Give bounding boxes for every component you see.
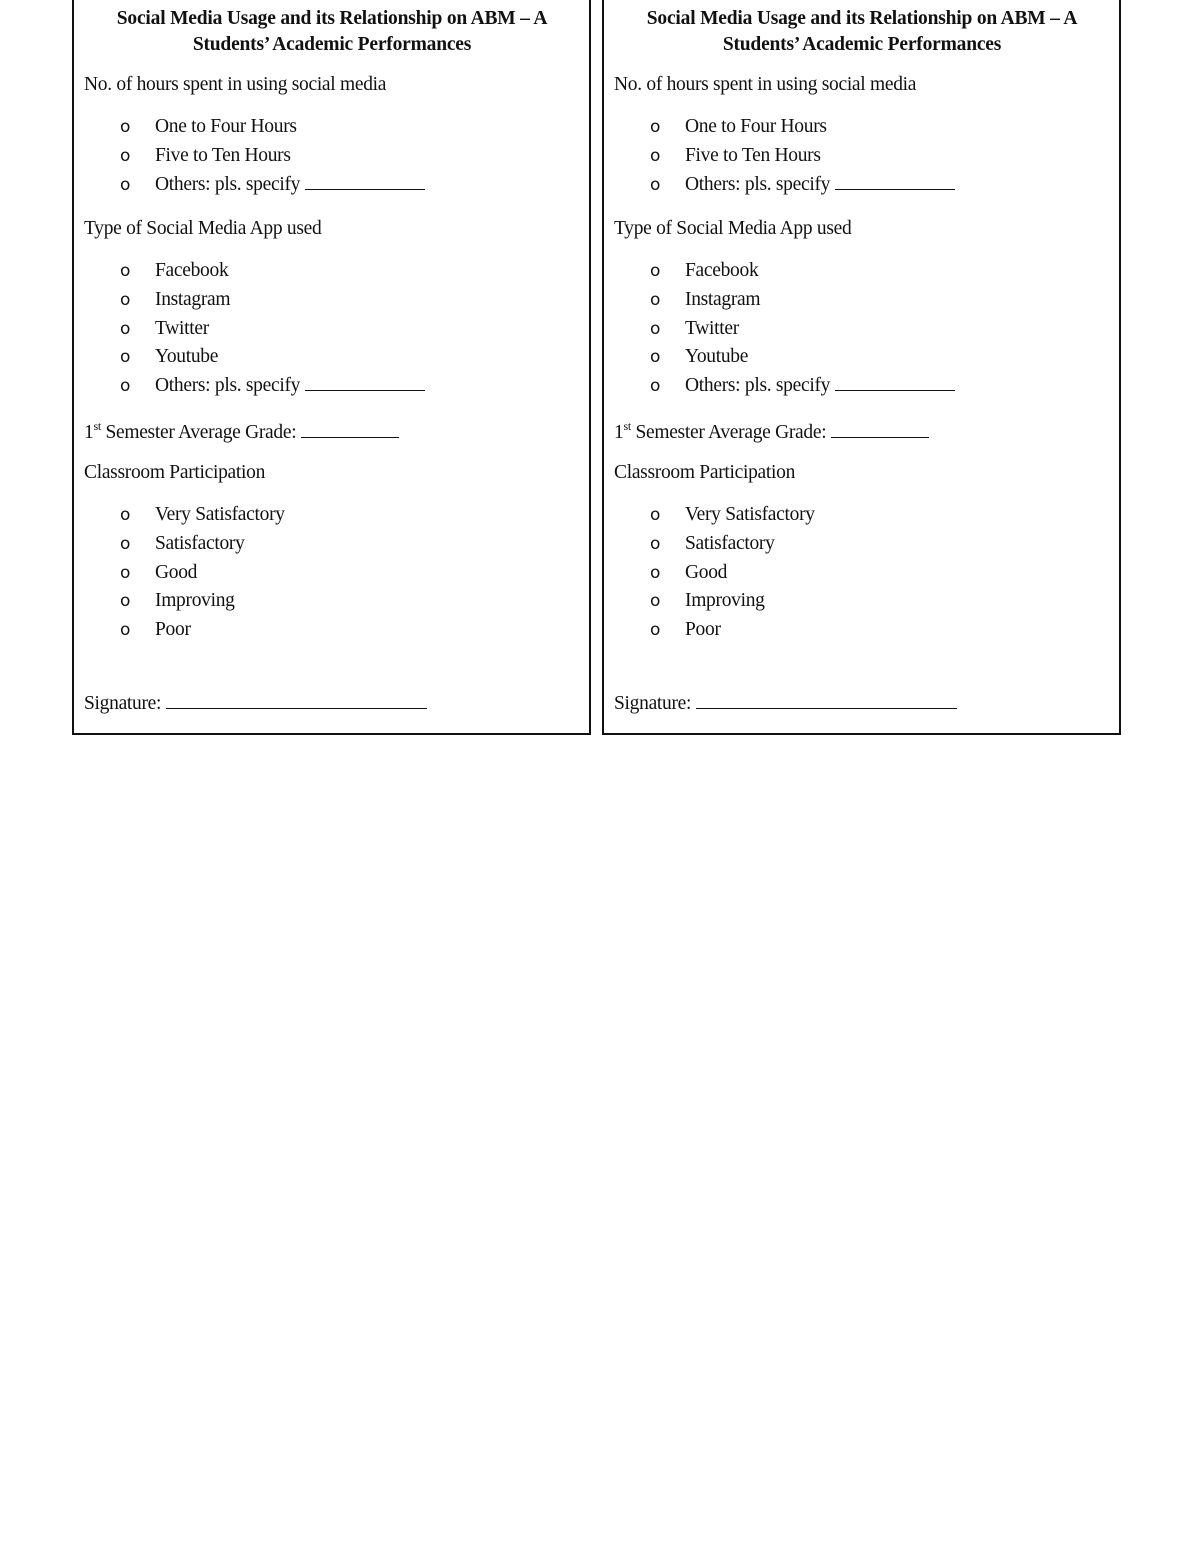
option-label: Satisfactory — [685, 532, 775, 554]
option-label: Satisfactory — [155, 532, 245, 554]
option-label: Others: pls. specify — [155, 375, 301, 397]
circle-bullet-icon: o — [119, 533, 131, 554]
circle-bullet-icon: o — [119, 591, 131, 612]
signature-blank[interactable] — [166, 690, 427, 709]
grade-ordinal: 1 — [614, 422, 624, 443]
participation-question: Classroom Participation — [84, 462, 266, 483]
option-label: Facebook — [155, 260, 229, 281]
circle-bullet-icon: o — [119, 505, 131, 525]
signature-label: Signature: — [614, 693, 692, 714]
option-label: Very Satisfactory — [685, 504, 815, 525]
survey-form-right — [602, 0, 1121, 735]
grade-question — [614, 419, 929, 444]
option-label: Youtube — [155, 346, 219, 368]
apps-specify-blank[interactable] — [835, 372, 955, 391]
circle-bullet-icon: o — [649, 591, 661, 612]
option-label: Five to Ten Hours — [155, 144, 291, 166]
hours-question: No. of hours spent in using social media — [614, 74, 917, 95]
apps-question: Type of Social Media App used — [84, 218, 322, 239]
circle-bullet-icon: o — [119, 318, 131, 339]
hours-specify-blank[interactable] — [305, 171, 425, 190]
circle-bullet-icon: o — [649, 318, 661, 339]
circle-bullet-icon: o — [119, 562, 131, 583]
circle-bullet-icon: o — [649, 174, 661, 195]
circle-bullet-icon: o — [649, 347, 661, 368]
form-title: Social Media Usage and its Relationship on ABM – A Students’ Academic Performances — [116, 8, 548, 55]
hours-specify-blank[interactable] — [835, 171, 955, 190]
circle-bullet-icon: o — [119, 261, 131, 281]
apps-specify-blank[interactable] — [305, 372, 425, 391]
signature-blank[interactable] — [696, 690, 957, 709]
option-label: Facebook — [685, 260, 759, 281]
circle-bullet-icon: o — [119, 174, 131, 195]
circle-bullet-icon: o — [649, 261, 661, 281]
option-label: Others: pls. specify — [155, 173, 301, 195]
circle-bullet-icon: o — [119, 289, 131, 310]
circle-bullet-icon: o — [119, 145, 131, 166]
option-label: Good — [155, 561, 198, 583]
circle-bullet-icon: o — [119, 620, 131, 641]
option-label: Five to Ten Hours — [685, 144, 821, 166]
circle-bullet-icon: o — [649, 505, 661, 525]
form-title: Social Media Usage and its Relationship on ABM – A Students’ Academic Performances — [646, 8, 1078, 55]
grade-ordinal-suffix: st — [93, 418, 101, 433]
circle-bullet-icon: o — [119, 376, 131, 397]
survey-form-left — [72, 0, 591, 735]
grade-ordinal: 1 — [84, 422, 94, 443]
option-label: One to Four Hours — [685, 116, 827, 137]
signature-line — [614, 690, 957, 715]
circle-bullet-icon: o — [649, 117, 661, 137]
grade-blank[interactable] — [301, 419, 399, 438]
grade-question — [84, 419, 399, 444]
option-label: Youtube — [685, 346, 749, 368]
option-label: Improving — [685, 590, 765, 612]
survey-sheet — [72, 0, 1125, 737]
option-label: Poor — [155, 619, 191, 641]
grade-label: Semester Average Grade: — [105, 422, 297, 443]
circle-bullet-icon: o — [649, 289, 661, 310]
option-label: Improving — [155, 590, 235, 612]
signature-label: Signature: — [84, 693, 162, 714]
participation-question: Classroom Participation — [614, 462, 796, 483]
circle-bullet-icon: o — [649, 533, 661, 554]
circle-bullet-icon: o — [119, 117, 131, 137]
circle-bullet-icon: o — [119, 347, 131, 368]
option-label: Others: pls. specify — [685, 173, 831, 195]
circle-bullet-icon: o — [649, 376, 661, 397]
option-label: Good — [685, 561, 728, 583]
option-label: One to Four Hours — [155, 116, 297, 137]
grade-blank[interactable] — [831, 419, 929, 438]
grade-ordinal-suffix: st — [623, 418, 631, 433]
apps-question: Type of Social Media App used — [614, 218, 852, 239]
circle-bullet-icon: o — [649, 145, 661, 166]
option-label: Others: pls. specify — [685, 375, 831, 397]
hours-question: No. of hours spent in using social media — [84, 74, 387, 95]
option-label: Instagram — [155, 288, 231, 310]
grade-label: Semester Average Grade: — [635, 422, 827, 443]
option-label: Twitter — [155, 317, 209, 339]
option-label: Poor — [685, 619, 721, 641]
circle-bullet-icon: o — [649, 562, 661, 583]
signature-line — [84, 690, 427, 715]
option-label: Very Satisfactory — [155, 504, 285, 525]
option-label: Twitter — [685, 317, 739, 339]
circle-bullet-icon: o — [649, 620, 661, 641]
option-label: Instagram — [685, 288, 761, 310]
